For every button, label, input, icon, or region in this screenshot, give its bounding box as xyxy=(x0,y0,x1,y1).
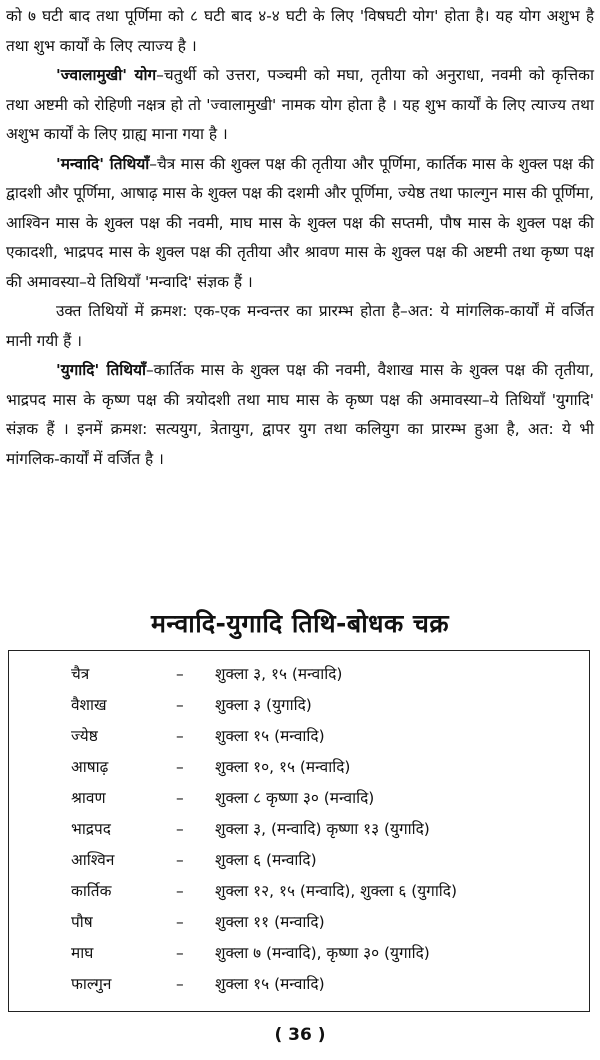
month-cell: फाल्गुन xyxy=(71,975,112,993)
tithi-cell: शुक्ला ७ (मन्वादि), कृष्णा ३० (युगादि) xyxy=(215,944,430,962)
tithi-cell: शुक्ला ६ (मन्वादि) xyxy=(215,851,317,869)
table-row xyxy=(9,969,589,999)
paragraph-manvadi-tithis xyxy=(6,150,594,298)
table-row xyxy=(9,783,589,813)
paragraph-yugadi-tithis xyxy=(6,356,594,474)
tithi-cell: शुक्ला १५ (मन्वादि) xyxy=(215,975,325,993)
month-cell: कार्तिक xyxy=(71,882,112,900)
term-yugadi: 'युगादि' तिथियाँ xyxy=(56,361,146,379)
tithi-cell: शुक्ला ११ (मन्वादि) xyxy=(215,913,325,931)
tithi-cell: शुक्ला ३, (मन्वादि) कृष्णा १३ (युगादि) xyxy=(215,820,430,838)
paragraph-manvantar-note xyxy=(6,297,594,356)
dash-cell: – xyxy=(176,913,184,931)
table-row xyxy=(9,752,589,782)
tithi-chart-table xyxy=(8,650,590,1012)
page-number: ( 36 ) xyxy=(274,1025,326,1045)
tithi-cell: शुक्ला ३ (युगादि) xyxy=(215,696,312,714)
term-jwalamukhi: 'ज्वालामुखी' योग xyxy=(56,66,157,84)
paragraph-text: को ७ घटी बाद तथा पूर्णिमा को ८ घटी बाद ४-४ घटी के लिए 'विषघटी योग' होता है। यह योग अशुभ है तथा शुभ कार्यों के लिए त्याज्य है । xyxy=(6,7,594,55)
table-row xyxy=(9,938,589,968)
month-cell: आषाढ़ xyxy=(71,758,109,776)
table-row xyxy=(9,876,589,906)
tithi-cell: शुक्ला ३, १५ (मन्वादि) xyxy=(215,665,343,683)
table-row xyxy=(9,659,589,689)
month-cell: माघ xyxy=(71,944,94,962)
dash-cell: – xyxy=(176,696,184,714)
term-manvadi: 'मन्वादि' तिथियाँ xyxy=(56,154,150,173)
table-row xyxy=(9,845,589,875)
month-cell: चैत्र xyxy=(71,665,90,683)
month-cell: भाद्रपद xyxy=(71,820,111,838)
dash-cell: – xyxy=(176,789,184,807)
dash-cell: – xyxy=(176,851,184,869)
tithi-cell: शुक्ला १५ (मन्वादि) xyxy=(215,727,325,745)
month-cell: ज्येष्ठ xyxy=(71,727,98,745)
month-cell: वैशाख xyxy=(71,696,107,714)
dash-cell: – xyxy=(176,882,184,900)
tithi-cell: शुक्ला ८ कृष्णा ३० (मन्वादि) xyxy=(215,789,375,807)
month-cell: आश्विन xyxy=(71,851,115,869)
paragraph-text: उक्त तिथियों में क्रमश: एक-एक मन्वन्तर का प्रारम्भ होता है–अत: ये मांगलिक-कार्यों में वर्जित मानी गयी हैं । xyxy=(6,302,594,350)
dash-cell: – xyxy=(176,820,184,838)
table-row xyxy=(9,907,589,937)
dash-cell: – xyxy=(176,944,184,962)
dash-cell: – xyxy=(176,975,184,993)
dash-cell: – xyxy=(176,665,184,683)
paragraph-jwalamukhi-yoga xyxy=(6,61,594,150)
paragraph-text: –कार्तिक मास के शुक्ल पक्ष की नवमी, वैशाख मास के शुक्ल पक्ष की तृतीया, भाद्रपद मास के कृष्ण पक्ष की त्रयोदशी तथा माघ मास के कृष्ण पक्ष की अमावस्या–ये तिथियाँ 'युगादि' संज्ञक हैं । इनमें क्रमश: सत्ययुग, त्रेतायुग, द्वापर युग तथा कलियुग का प्रारम्भ हुआ है, अत: ये भी मांगलिक-कार्यों में वर्जित है । xyxy=(6,361,594,468)
dash-cell: – xyxy=(176,758,184,776)
chart-title: मन्वादि-युगादि तिथि-बोधक चक्र xyxy=(150,609,450,638)
tithi-cell: शुक्ला १०, १५ (मन्वादि) xyxy=(215,758,351,776)
month-cell: पौष xyxy=(71,913,93,931)
paragraph-text: –चैत्र मास की शुक्ल पक्ष की तृतीया और पूर्णिमा, कार्तिक मास के शुक्ल पक्ष की द्वादशी और पूर्णिमा, आषाढ़ मास के शुक्ल पक्ष की दशमी और पूर्णिमा, ज्येष्ठ तथा फाल्गुन मास की पूर्णिमा, आश्विन मास के शुक्ल पक्ष की नवमी, माघ मास के शुक्ल पक्ष की सप्तमी, पौष मास के शुक्ल पक्ष की एकादशी, भाद्रपद मास के शुक्ल पक्ष की तृतीया और श्रावण मास के शुक्ल पक्ष की अष्टमी तथा कृष्ण पक्ष की अमावस्या–ये तिथियाँ 'मन्वादि' संज्ञक हैं । xyxy=(6,154,594,291)
table-row xyxy=(9,690,589,720)
body-text xyxy=(6,2,594,474)
month-cell: श्रावण xyxy=(71,789,106,807)
paragraph-text: –चतुर्थी को उत्तरा, पञ्चमी को मघा, तृतीया को अनुराधा, नवमी को कृत्तिका तथा अष्टमी को रोहिणी नक्षत्र हो तो 'ज्वालामुखी' नामक योग होता है । यह शुभ कार्यों के लिए त्याज्य तथा अशुभ कार्यों के लिए ग्राह्य माना गया है । xyxy=(6,66,594,143)
table-row xyxy=(9,814,589,844)
dash-cell: – xyxy=(176,727,184,745)
tithi-cell: शुक्ला १२, १५ (मन्वादि), शुक्ला ६ (युगादि) xyxy=(215,882,457,900)
table-row xyxy=(9,721,589,751)
paragraph-vishaghati-continuation xyxy=(6,2,594,61)
